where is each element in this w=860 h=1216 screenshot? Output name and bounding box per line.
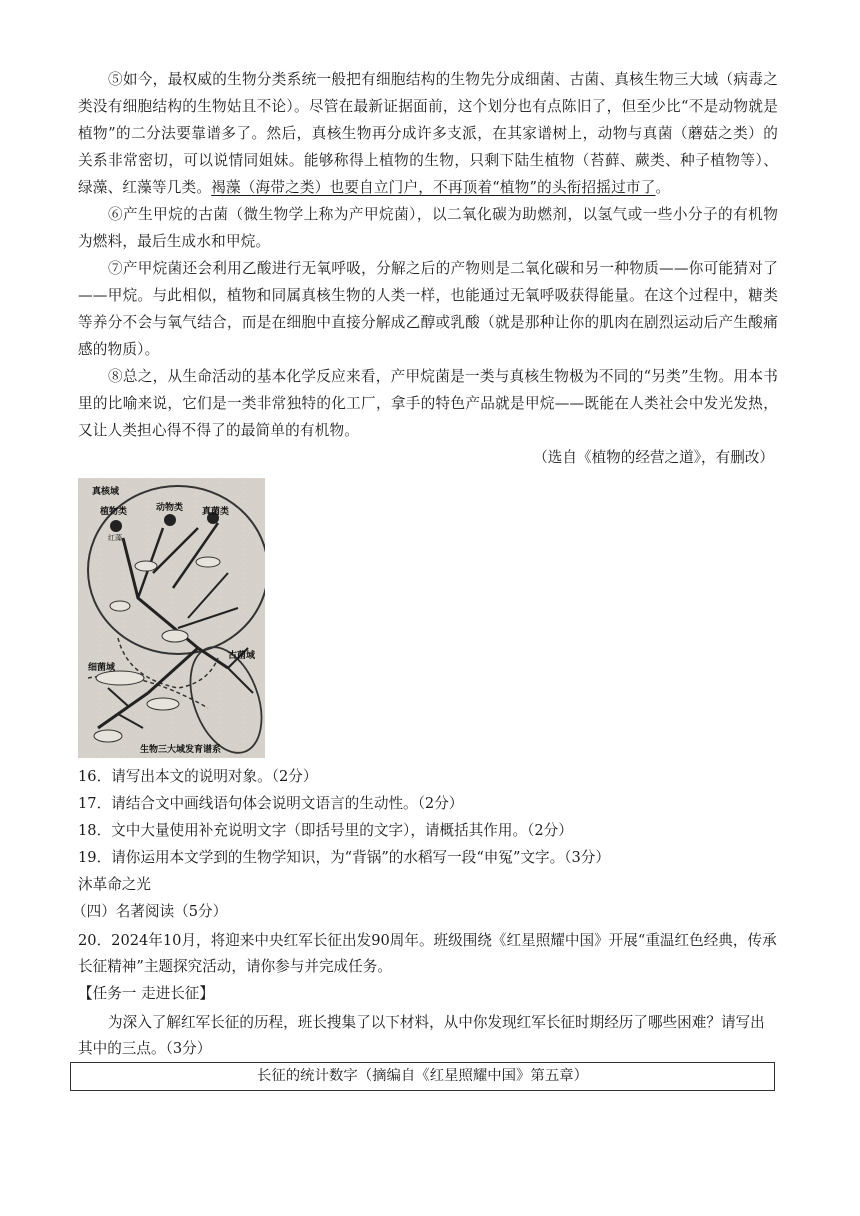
section-title-revolution: 沐革命之光 bbox=[78, 876, 151, 893]
label-animals: 动物类 bbox=[156, 503, 184, 513]
task1-title: 【任务一 走进长征】 bbox=[78, 985, 214, 1002]
paragraph-8: ⑧总之，从生命活动的基本化学反应来看，产甲烷菌是一类与真核生物极为不同的“另类”生物。用本书里的比喻来说，它们是一类非常独特的化工厂，拿手的特色产品就是甲烷——既能在人类社会中发光发热，又让人类担心得不得了的最简单的有机物。 bbox=[78, 368, 778, 439]
phylogeny-figure bbox=[78, 478, 265, 758]
source-citation: （选自《植物的经营之道》，有删改） bbox=[533, 449, 774, 466]
question-17: 17．请结合文中画线语句体会说明文语言的生动性。（2分） bbox=[78, 795, 464, 812]
paragraph-7: ⑦产甲烷菌还会利用乙酸进行无氧呼吸，分解之后的产物则是二氧化碳和另一种物质——你可能猜对了——甲烷。与此相似，植物和同属真核生物的人类一样，也能通过无氧呼吸获得能量。在这个过程中，糖类等养分不会与氧气结合，而是在细胞中直接分解成乙醇或乳酸（就是那种让你的肌肉在剧烈运动后产生酸痛感的物质）。 bbox=[78, 260, 778, 358]
task1-text: 为深入了解红军长征的历程，班长搜集了以下材料，从中你发现红军长征时期经历了哪些困难？请写出其中的三点。（3分） bbox=[78, 1014, 765, 1057]
question-19: 19．请你运用本文学到的生物学知识，为“背锅”的水稻写一段“申冤”文字。（3分） bbox=[78, 849, 610, 866]
statistics-table-title: 长征的统计数字（摘编自《红星照耀中国》第五章） bbox=[70, 1062, 775, 1091]
section-title-classics: （四）名著阅读（5分） bbox=[72, 903, 228, 920]
label-fungi: 真菌类 bbox=[202, 507, 230, 517]
question-18: 18．文中大量使用补充说明文字（即括号里的文字），请概括其作用。（2分） bbox=[78, 822, 573, 839]
label-red-algae: 红藻 bbox=[108, 534, 122, 542]
question-16: 16．请写出本文的说明对象。（2分） bbox=[78, 768, 318, 785]
paragraph-5 bbox=[78, 66, 778, 201]
label-archaea: 古菌域 bbox=[228, 651, 256, 661]
paragraph-5-text: ⑤如今，最权威的生物分类系统一般把有细胞结构的生物先分成细菌、古菌、真核生物三大域（病毒之类没有细胞结构的生物姑且不论）。尽管在最新证据面前，这个划分也有点陈旧了，但至少比“不是动物就是植物”的二分法要靠谱多了。然后，真核生物再分成许多支派，在其家谱树上，动物与真菌（蘑菇之类）的关系非常密切，可以说情同姐妹。能够称得上植物的生物，只剩下陆生植物（苔藓、蕨类、种子植物等）、绿藻、红藻等几类。 bbox=[78, 71, 778, 196]
label-bacteria: 细菌域 bbox=[88, 663, 116, 673]
figure-caption: 生物三大域发育谱系 bbox=[140, 745, 222, 755]
label-eukarya: 真核域 bbox=[92, 487, 120, 497]
label-plants: 植物类 bbox=[100, 507, 128, 517]
paragraph-5-end: 。 bbox=[655, 179, 671, 196]
paragraph-6: ⑥产生甲烷的古菌（微生物学上称为产甲烷菌），以二氧化碳为助燃剂，以氢气或一些小分子的有机物为燃料，最后生成水和甲烷。 bbox=[78, 206, 778, 250]
underlined-sentence: 褐藻（海带之类）也要自立门户，不再顶着“植物”的头衔招摇过市了 bbox=[211, 179, 656, 196]
question-20: 20．2024年10月，将迎来中央红军长征出发90周年。班级围绕《红星照耀中国》开展“重温红色经典，传承长征精神”主题探究活动，请你参与并完成任务。 bbox=[78, 932, 777, 975]
